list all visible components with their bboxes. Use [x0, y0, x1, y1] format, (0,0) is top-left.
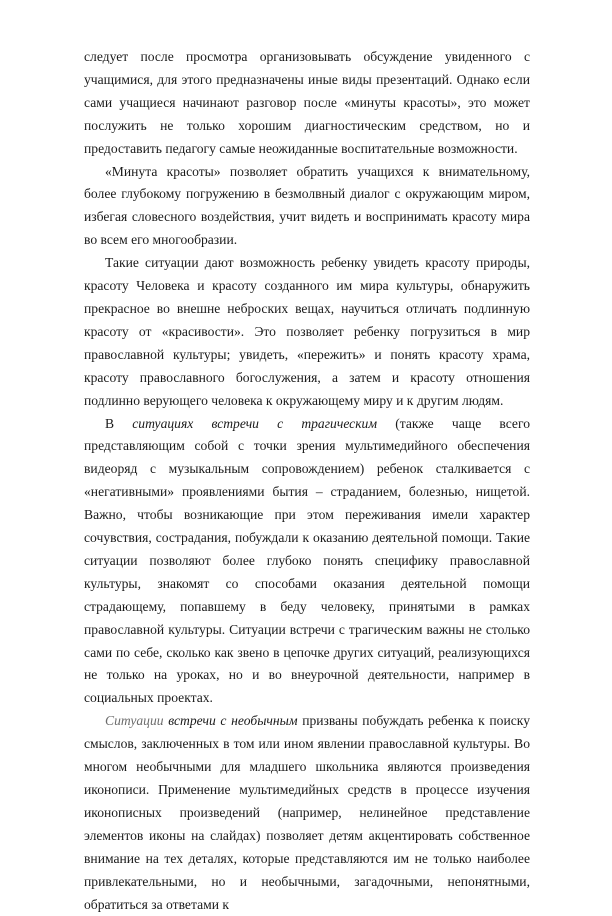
paragraph-4-text: (также чаще всего представляющим собой с точки зрения мультимедийного обеспечения видеоряд с музыкальным сопровождением) ребенок сталкивается с «негативными» проявлениями бытия – страданием, болезнью, нищетой. Важно, чтобы возникающие при этом переживания имели характер сочувствия, сострадания, побуждали к оказанию деятельной помощи. Такие ситуации позволяют более глубоко понять специфику православной культуры, знакомят со способами оказания деятельной помощи страдающему, попавшему в беду человеку, принятыми в рамках православной культуры. Ситуации встречи с трагическим важны не столько сами по себе, сколько как звено в цепочке других ситуаций, реализующихся не только на уроках, но и во внеурочной деятельности, например в социальных проектах.	[84, 415, 531, 706]
paragraph-3: Такие ситуации дают возможность ребенку увидеть красоту природы, красоту Человека и красоту созданного им мира культуры, обнаружить прекрасное во внешне неброских вещах, научиться отличать подлинную красоту от «красивости». Это позволяет ребенку погрузиться в мир православной культуры; увидеть, «пережить» и понять красоту храма, красоту православного богослужения, а затем и красоту отношения подлинно верующего человека к окружающему миру и к другим людям.	[84, 255, 530, 408]
paragraph-5	[84, 710, 530, 916]
paragraph-5-gray-term: Ситуации	[105, 713, 164, 729]
paragraph-4	[84, 413, 530, 711]
paragraph-4-start: В	[105, 415, 133, 431]
paragraph-2: «Минута красоты» позволяет обратить учащихся к внимательному, более глубокому погружению в безмолвный диалог с окружающим миром, избегая словесного воздействия, учит видеть и воспринимать красоту мира во всем его многообразии.	[84, 163, 530, 248]
paragraph-1: следует после просмотра организовывать обсуждение увиденного с учащимися, для этого предназначены иные виды презентаций. Однако если сами учащиеся начинают разговор после «минуты красоты», это может послужить не только хорошим диагностическим средством, но и предоставить педагогу самые неожиданные воспитательные возможности.	[84, 49, 530, 156]
paragraph-5-text: призваны побуждать ребенка к поиску смыслов, заключенных в том или ином явлении православной культуры. Во многом необычными для младшего школьника являются произведения иконописи. Применение мультимедийных средств в процессе изучения иконописных произведений (например, нелинейное представление элементов иконы на слайдах) позволяет детям акцентировать собственное внимание на тех деталях, которые представляются им не только наиболее привлекательными, но и необычными, загадочными, непонятными, обратиться за ответами к	[84, 713, 531, 912]
paragraph-5-italic-term: встречи с необычным	[163, 713, 298, 729]
paragraph-4-italic-term: ситуациях встречи с трагическим	[132, 415, 378, 431]
document-page	[84, 46, 530, 916]
